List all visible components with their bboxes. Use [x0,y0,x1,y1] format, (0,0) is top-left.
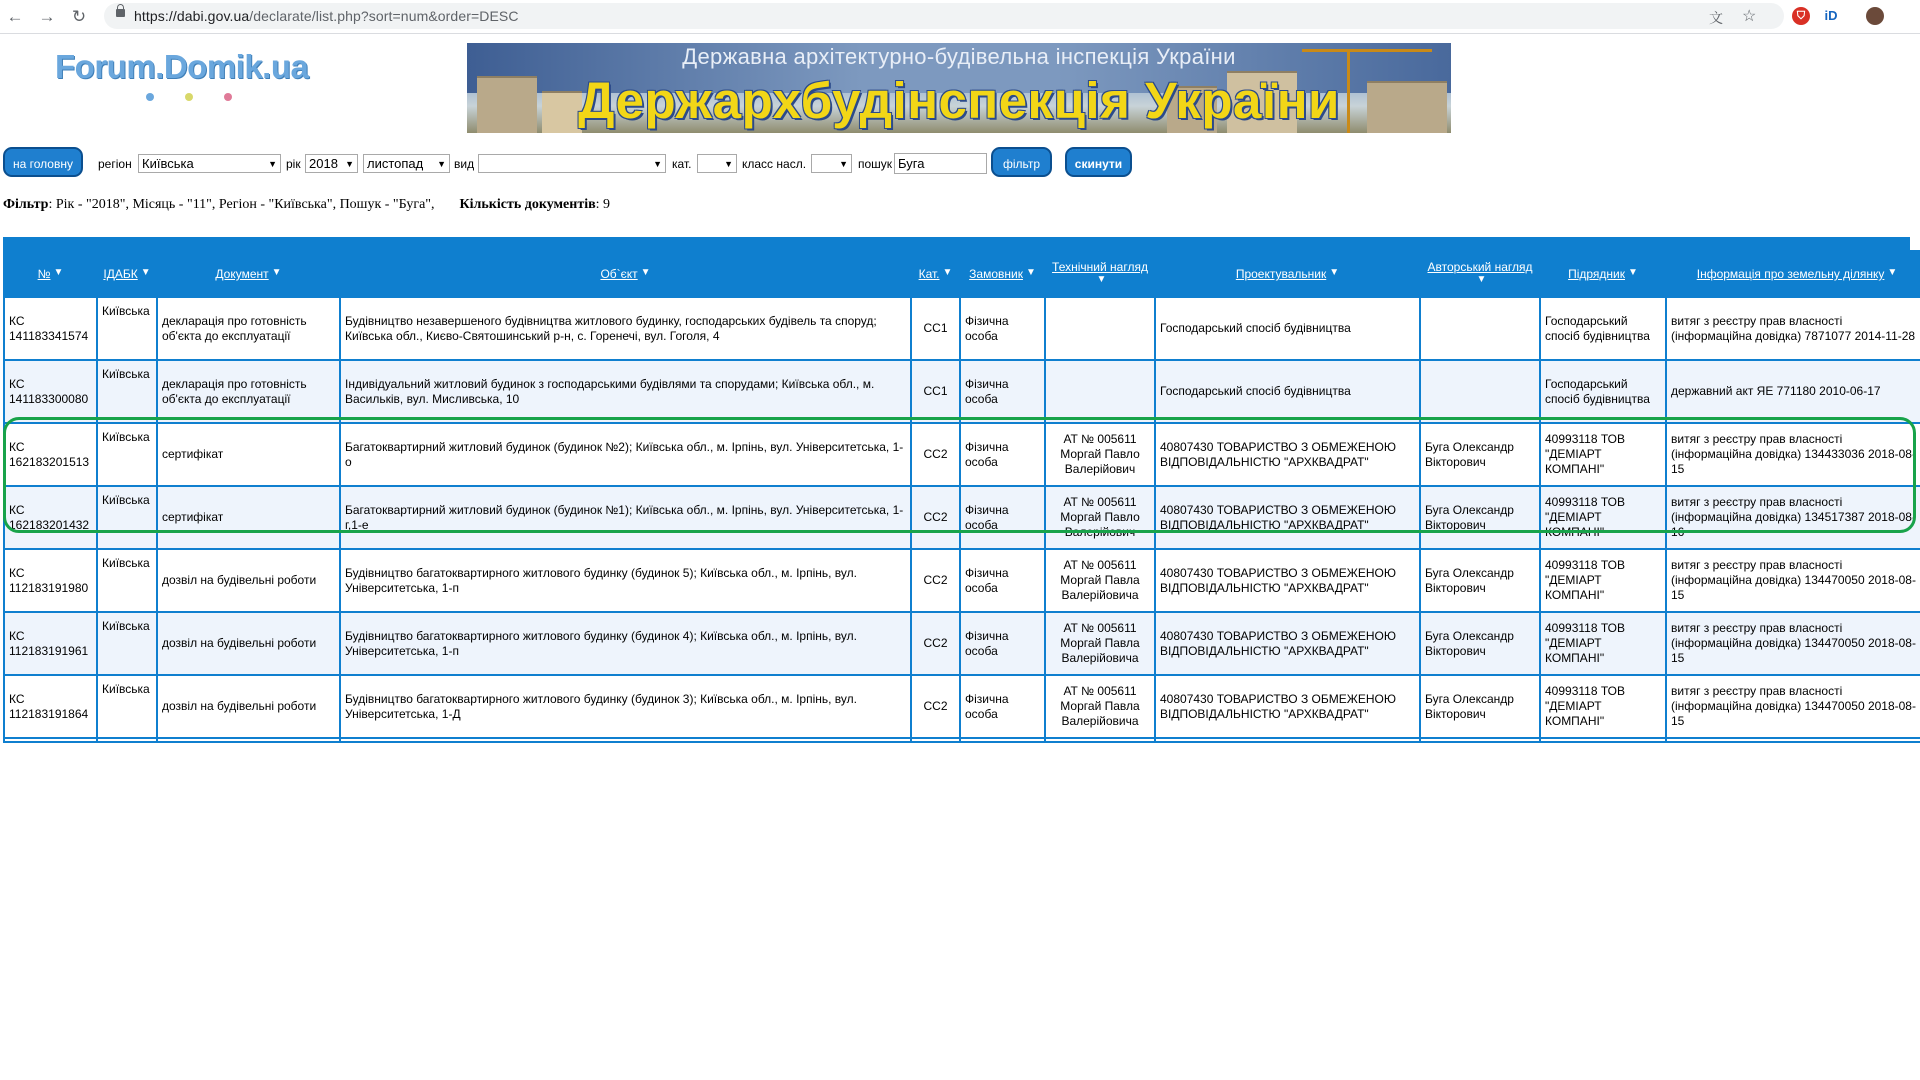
cell-object: Індивідуальний житловий будинок з господарськими будівлями та спорудами; Київська обл., м. Васильків, вул. Мисливська, 10 [341,361,910,422]
type-label: вид [454,157,475,171]
cell-customer: Фізична особа [961,424,1044,485]
column-header-technical-supervision[interactable] [1046,252,1154,296]
cell-number: КС 162183201432 [5,487,96,548]
cell-designer: 40807430 ТОВАРИСТВО З ОБМЕЖЕНОЮ ВІДПОВІДАЛЬНІСТЮ "АРХКВАДРАТ" [1156,487,1419,548]
address-bar[interactable] [104,3,1784,29]
cell-designer: 40807430 ТОВАРИСТВО З ОБМЕЖЕНОЮ ВІДПОВІДАЛЬНІСТЮ "АРХКВАДРАТ" [1156,676,1419,737]
document-count-value: : 9 [595,197,611,212]
table-header-row [5,252,1920,296]
column-header-designer[interactable] [1156,252,1419,296]
month-select[interactable] [363,154,450,173]
year-select[interactable] [305,154,358,173]
header-label[interactable]: Об`єкт [600,267,638,281]
banner-title: Держархбудінспекція України [578,72,1340,129]
cell-empty [158,739,339,741]
type-select[interactable] [478,154,666,173]
star-icon[interactable]: ☆ [1742,8,1757,25]
header-label[interactable]: Проектувальник [1235,267,1327,281]
cell-document: дозвіл на будівельні роботи [158,550,339,611]
cell-object: Будівництво багатоквартирного житлового будинку (будинок 3); Київська обл., м. Ірпінь, вул. Університетська, 1-Д [341,676,910,737]
table-top-bar [3,237,1910,251]
browser-toolbar [0,0,1920,34]
cell-idabk: Київська [98,487,156,548]
cell-contractor: 40993118 ТОВ "ДЕМІАРТ КОМПАНІ" [1541,487,1665,548]
sort-arrow-icon[interactable]: ▼ [1025,267,1036,278]
cell-category: СС2 [912,676,959,737]
column-header-customer[interactable] [961,252,1044,296]
cell-technical-supervision: АТ № 005611 Моргай Павло Валерійович [1046,487,1154,548]
header-label[interactable]: ІДАБК [103,267,138,281]
cell-empty [5,739,96,741]
cell-technical-supervision: АТ № 005611 Моргай Павла Валерійовича [1046,676,1154,737]
cell-object: Будівництво незавершеного будівництва житлового будинку, господарських будівель та споруд; Київська обл., Києво-Святошинський р-н, с. Горенечі, вул. Гоголя, 4 [341,298,910,359]
cell-land-info: державний акт ЯЕ 771180 2010-06-17 [1667,361,1920,422]
cell-author-supervision: Буга Олександр Вікторович [1421,424,1539,485]
cell-empty [961,739,1044,741]
cell-category: СС2 [912,487,959,548]
dropdown-arrow-icon: ▼ [839,159,848,169]
cell-category: СС1 [912,298,959,359]
cell-idabk: Київська [98,361,156,422]
year-select-value: 2018 [309,156,338,171]
filter-button[interactable]: фільтр [991,147,1052,177]
cell-empty [1156,739,1419,741]
year-label: рік [286,157,301,171]
header-label[interactable]: Технічний нагляд [1052,260,1148,274]
header-label[interactable]: Інформація про земельну ділянку [1696,267,1885,281]
dropdown-arrow-icon: ▼ [268,159,277,169]
dropdown-arrow-icon: ▼ [653,159,662,169]
cell-object: Будівництво багатоквартирного житлового будинку (будинок 4); Київська обл., м. Ірпінь, вул. Університетська, 1-п [341,613,910,674]
cell-empty [1667,739,1920,741]
cell-category: СС2 [912,424,959,485]
cell-document: декларація про готовність об'єкта до експлуатації [158,298,339,359]
profile-avatar-icon[interactable]: ● [1866,7,1884,25]
cell-designer: 40807430 ТОВАРИСТВО З ОБМЕЖЕНОЮ ВІДПОВІДАЛЬНІСТЮ "АРХКВАДРАТ" [1156,424,1419,485]
month-select-value: листопад [367,156,424,171]
category-label: кат. [672,157,692,171]
sort-arrow-icon[interactable]: ▼ [53,267,64,278]
region-label: регіон [98,157,132,171]
table-row [5,487,1920,548]
cell-number: КС 112183191961 [5,613,96,674]
cell-empty [912,739,959,741]
filter-summary-text: : Рік - "2018", Місяць - "11", Регіон - "Київська", Пошук - "Буга", [48,197,435,212]
cell-idabk: Київська [98,298,156,359]
column-header-object[interactable] [341,252,910,296]
cell-technical-supervision [1046,361,1154,422]
cell-contractor: 40993118 ТОВ "ДЕМІАРТ КОМПАНІ" [1541,424,1665,485]
cell-contractor: 40993118 ТОВ "ДЕМІАРТ КОМПАНІ" [1541,613,1665,674]
cell-idabk: Київська [98,550,156,611]
cell-designer: Господарський спосіб будівництва [1156,298,1419,359]
url-path: /declarate/list.php?sort=num&order=DESC [249,8,519,24]
cell-technical-supervision: АТ № 005611 Моргай Павла Валерійовича [1046,613,1154,674]
sort-arrow-icon[interactable]: ▼ [271,267,282,278]
cell-category: СС2 [912,613,959,674]
cell-author-supervision: Буга Олександр Вікторович [1421,613,1539,674]
table-row-partial [5,739,1920,741]
search-label: пошук [858,157,893,171]
sort-arrow-icon[interactable]: ▼ [1096,274,1107,285]
cell-land-info: витяг з реєстру прав власності (інформаційна довідка) 134470050 2018-08-15 [1667,676,1920,737]
column-header-author-supervision[interactable] [1421,252,1539,296]
site-logo[interactable]: Forum.Domik.ua [55,48,309,85]
reload-icon[interactable]: ↻ [71,7,87,26]
filter-summary-label: Фільтр [3,197,49,212]
search-input[interactable]: Буга [894,153,987,174]
category-select[interactable] [697,154,737,173]
shield-extension-icon[interactable]: ⛉ [1792,7,1810,25]
logo-dot-pink [224,93,232,101]
cell-idabk: Київська [98,676,156,737]
cell-document: дозвіл на будівельні роботи [158,676,339,737]
column-header-category[interactable] [912,252,959,296]
cell-designer: Господарський спосіб будівництва [1156,361,1419,422]
logo-dots [146,88,263,106]
sort-arrow-icon[interactable]: ▼ [640,267,651,278]
forward-arrow-icon[interactable]: → [38,7,56,26]
cell-contractor: 40993118 ТОВ "ДЕМІАРТ КОМПАНІ" [1541,676,1665,737]
cell-document: дозвіл на будівельні роботи [158,613,339,674]
cell-technical-supervision: АТ № 005611 Моргай Павло Валерійович [1046,424,1154,485]
header-banner [467,43,1451,133]
sort-arrow-icon[interactable]: ▼ [1628,267,1638,278]
cell-category: СС2 [912,550,959,611]
cell-number: КС 112183191864 [5,676,96,737]
cell-empty [341,739,910,741]
cell-land-info: витяг з реєстру прав власності (інформаційна довідка) 7871077 2014-11-28 [1667,298,1920,359]
cell-author-supervision [1421,298,1539,359]
cell-number: КС 162183201513 [5,424,96,485]
logo-dot-yellow [185,93,193,101]
cell-customer: Фізична особа [961,361,1044,422]
back-arrow-icon[interactable]: ← [6,7,24,26]
table-row [5,424,1920,485]
header-label[interactable]: Замовник [969,267,1023,281]
header-label[interactable]: № [37,267,51,281]
home-button[interactable]: на головну [3,147,83,177]
cell-category: СС1 [912,361,959,422]
cell-customer: Фізична особа [961,298,1044,359]
dropdown-arrow-icon: ▼ [724,159,733,169]
cell-designer: 40807430 ТОВАРИСТВО З ОБМЕЖЕНОЮ ВІДПОВІДАЛЬНІСТЮ "АРХКВАДРАТ" [1156,550,1419,611]
logo-dot-blue [146,93,154,101]
cell-customer: Фізична особа [961,550,1044,611]
cell-customer: Фізична особа [961,487,1044,548]
reset-button[interactable]: скинути [1065,147,1132,177]
column-header-contractor[interactable] [1541,252,1665,296]
cell-contractor: 40993118 ТОВ "ДЕМІАРТ КОМПАНІ" [1541,550,1665,611]
cell-empty [1421,739,1539,741]
cell-empty [1541,739,1665,741]
header-label[interactable]: Кат. [918,267,940,281]
cell-land-info: витяг з реєстру прав власності (інформаційна довідка) 134433036 2018-08-15 [1667,424,1920,485]
table-row [5,550,1920,611]
column-header-number[interactable] [5,252,96,296]
dropdown-arrow-icon: ▼ [345,159,354,169]
cell-number: КС 141183341574 [5,298,96,359]
cell-contractor: Господарський спосіб будівництва [1541,361,1665,422]
cell-technical-supervision: АТ № 005611 Моргай Павла Валерійовича [1046,550,1154,611]
class-select[interactable] [811,154,852,173]
documents-table [3,250,1920,743]
filter-summary [3,197,610,213]
cell-land-info: витяг з реєстру прав власності (інформаційна довідка) 134470050 2018-08-15 [1667,550,1920,611]
dropdown-arrow-icon: ▼ [437,159,446,169]
header-label[interactable]: Підрядник [1568,267,1625,281]
table-row [5,676,1920,737]
cell-document: сертифікат [158,487,339,548]
translate-icon[interactable]: 文 [1709,10,1723,26]
url-text[interactable] [134,8,519,24]
cell-number: КС 112183191980 [5,550,96,611]
cell-customer: Фізична особа [961,613,1044,674]
cell-object: Багатоквартирний житловий будинок (будинок №1); Київська обл., м. Ірпінь, вул. Університетська, 1-г,1-е [341,487,910,548]
cell-designer: 40807430 ТОВАРИСТВО З ОБМЕЖЕНОЮ ВІДПОВІДАЛЬНІСТЮ "АРХКВАДРАТ" [1156,613,1419,674]
table-row [5,361,1920,422]
cell-author-supervision [1421,361,1539,422]
cell-author-supervision: Буга Олександр Вікторович [1421,676,1539,737]
column-header-document[interactable] [158,252,339,296]
sort-arrow-icon[interactable]: ▼ [1329,267,1340,278]
cell-empty [1046,739,1154,741]
banner-subtitle: Державна архітектурно-будівельна інспекція України [682,44,1236,69]
cell-technical-supervision [1046,298,1154,359]
sort-arrow-icon[interactable]: ▼ [140,267,151,278]
cell-idabk: Київська [98,424,156,485]
header-label[interactable]: Авторський нагляд [1427,260,1533,274]
cell-land-info: витяг з реєстру прав власності (інформаційна довідка) 134470050 2018-08-15 [1667,613,1920,674]
column-header-land-info[interactable] [1667,252,1920,296]
lock-icon [116,9,125,17]
cell-object: Будівництво багатоквартирного житлового будинку (будинок 5); Київська обл., м. Ірпінь, вул. Університетська, 1-п [341,550,910,611]
cell-idabk: Київська [98,613,156,674]
sort-arrow-icon[interactable]: ▼ [1476,274,1487,285]
cell-contractor: Господарський спосіб будівництва [1541,298,1665,359]
cell-object: Багатоквартирний житловий будинок (будинок №2); Київська обл., м. Ірпінь, вул. Університетська, 1-о [341,424,910,485]
cell-customer: Фізична особа [961,676,1044,737]
header-label[interactable]: Документ [215,267,269,281]
document-count-label: Кількість документів [459,197,596,212]
column-header-idabk[interactable] [98,252,156,296]
cell-author-supervision: Буга Олександр Вікторович [1421,487,1539,548]
cell-empty [98,739,156,741]
cell-land-info: витяг з реєстру прав власності (інформаційна довідка) 134517387 2018-08-16 [1667,487,1920,548]
cell-number: КС 141183300080 [5,361,96,422]
id-extension-icon[interactable]: iD [1822,7,1840,25]
table-row [5,613,1920,674]
cell-document: декларація про готовність об'єкта до експлуатації [158,361,339,422]
cell-author-supervision: Буга Олександр Вікторович [1421,550,1539,611]
sort-arrow-icon[interactable]: ▼ [942,267,953,278]
sort-arrow-icon[interactable]: ▼ [1887,267,1898,278]
region-select[interactable] [138,154,281,173]
table-row [5,298,1920,359]
cell-document: сертифікат [158,424,339,485]
region-select-value: Київська [142,156,194,171]
url-host: https://dabi.gov.ua [134,8,250,24]
class-label: класс насл. [742,157,807,171]
